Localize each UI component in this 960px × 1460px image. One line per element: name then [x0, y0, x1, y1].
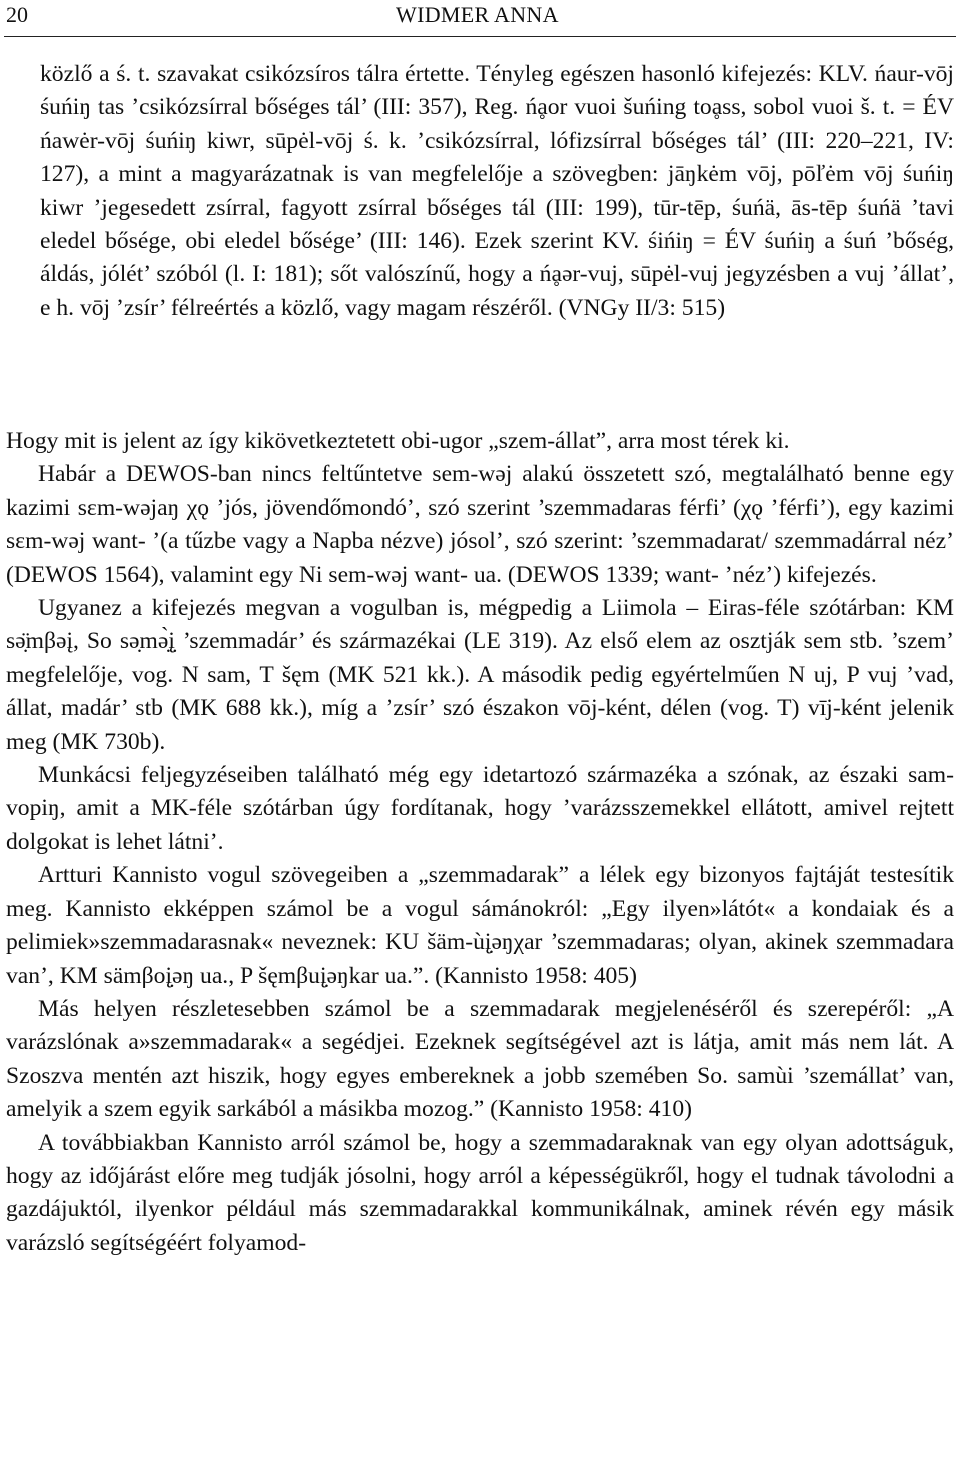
paragraph: Habár a DEWOS-ban nincs feltűntetve sem-wəj alakú összetett szó, megtalálható benne egy kazimi sɛm-wəjaŋ χǫ ’jós, jövendőmondó’, szó szerint ’szemmadaras férfi’ (χǫ ’férfi’), egy kazimi sɛm-wəj want- ’(a tűzbe vagy a Napba nézve) jósol’, szó szerint: ’szemmadarat/ szemmadárral néz’ (DEWOS 1564), valamint egy Ni sem-wəj want- ua. (DEWOS 1339; want- ’néz’) kifejezés.	[6, 461, 954, 588]
paragraph: Artturi Kannisto vogul szövegeiben a „szemmadarak” a lélek egy bizonyos fajtáját testesítik meg. Kannisto ekképpen számol be a vogul sámánokról: „Egy ilyen»látót« a kondaiak és a pelimiek»szemmadarasnak« neveznek: KU šäm-ùį̣əŋχar ’szemmadaras; olyan, akinek szemmadara van’, KM sämβoį̣əŋ ua., P šęmβuį̣əŋkar ua.”. (Kannisto 1958: 405)	[6, 862, 954, 989]
body-text	[6, 420, 954, 1260]
paragraph: Hogy mit is jelent az így kikövetkeztetett obi-ugor „szem-állat”, arra most térek ki.	[6, 428, 790, 454]
paragraph: Munkácsi feljegyzéseiben található még egy idetartozó származéka a szónak, az északi sam-vopiŋ, amit a MK-féle szótárban úgy fordítanak, hogy ’varázsszemekkel ellátott, amivel rejtett dolgokat is lehet látni’.	[6, 762, 954, 855]
paragraph: Ugyanez a kifejezés megvan a vogulban is, mégpedig a Liimola – Eiras-féle szótárban: KM sə̣̈mβəį, So sə̣mə̣̀į̣ ’szemmadár’ és származékai (LE 319). Az első elem az osztják sem stb. ’szem’ megfelelője, vog. N sam, T šęm (MK 521 kk.). A második pedig egyértelműen N uj, P vuj ’vad, állat, madár’ stb (MK 688 kk.), míg a ’zsír’ szó északon vōj-ként, délen (vog. T) vīj-ként jelenik meg (MK 730b).	[6, 595, 954, 755]
quote-text: közlő a ś. t. szavakat csikózsíros tálra értette. Tényleg egészen hasonló kifejezés: KLV. ńaur-vōj śuńiŋ tas ’csikózsírral bőséges tál’ (III: 357), Reg. ńḁor vuoi šuńing toḁss, sobol vuoi š. t. = ÉV ńawėr-vōj śuńiŋ kiwr, sūpėl-vōj ś. k. ’csikózsírral, lófizsírral bőséges tál’ (III: 220–221, IV: 127), a mint a magyarázatnak is van megfelelője a szövegben: jāŋkėm vōj, pōľėm vōj śuńiŋ kiwr ’jegesedett zsírral, fagyott zsírral bőséges tál (III: 199), tūr-tēp, śuńä, ās-tēp śuńä ’tavi eledel bősége, obi eledel bősége’ (III: 146). Ezek szerint KV. śińiŋ = ÉV śuńiŋ a śuń ’bőség, áldás, jólét’ szóból (l. I: 181); sőt valószínű, hogy a ńḁər-vuj, sūpėl-vuj jegyzésben a vuj ’állat’, e h. vōj ’zsír’ félreértés a közlő, vagy magam részéről. (VNGy II/3: 515)	[40, 61, 954, 321]
running-title: WIDMER ANNA	[396, 2, 559, 27]
paragraph: Más helyen részletesebben számol be a szemmadarak megjelenéséről és szerepéről: „A varázslónak a»szemmadarak« a segédjei. Ezeknek segítségével azt is látja, amit más nem lát. A Szoszva mentén azt hiszik, hogy egyes embereknek a jobb szemében So. samùi ’szemállat’ van, amelyik a szem egyik sarkából a másikba mozog.” (Kannisto 1958: 410)	[6, 995, 954, 1123]
block-quote	[40, 58, 954, 325]
page-header	[0, 0, 960, 38]
paragraph: A továbbiakban Kannisto arról számol be, hogy a szemmadaraknak van egy olyan adottságuk, hogy az időjárást előre meg tudják jósolni, hogy arról a képességükről, hogy el tudnak távolodni a gazdájuktól, ilyenkor például más szemmadarakkal kommunikálnak, aminek révén egy másik varázsló segítségéért folyamod-	[6, 1129, 954, 1256]
page-number: 20	[6, 2, 28, 27]
header-rule	[4, 36, 956, 37]
